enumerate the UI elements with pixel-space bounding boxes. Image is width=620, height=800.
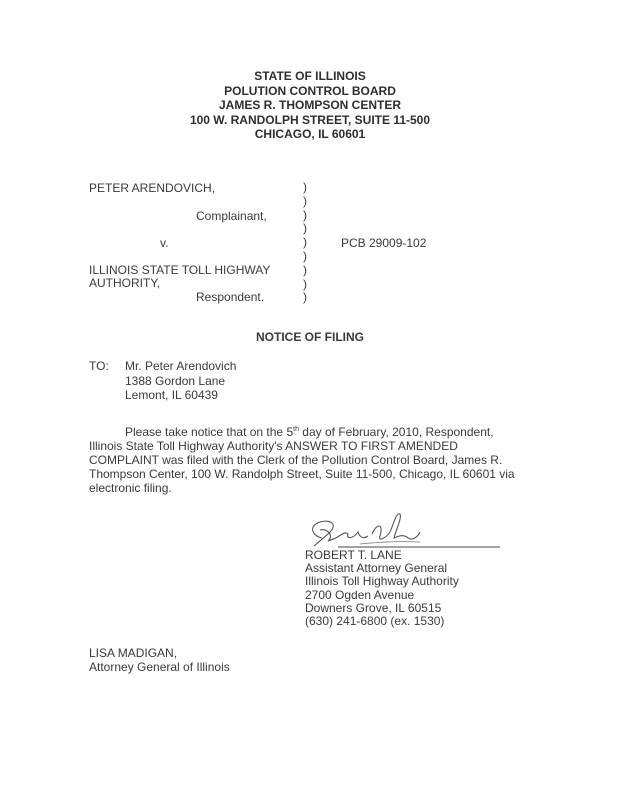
caption-parentheses [303, 181, 307, 305]
paren: ) [303, 193, 307, 208]
paren: ) [303, 235, 307, 250]
header-line: POLUTION CONTROL BOARD [224, 83, 396, 98]
header-line: STATE OF ILLINOIS [254, 69, 366, 83]
handwritten-signature [300, 508, 505, 553]
paren: ) [303, 248, 307, 263]
notice-body [89, 425, 524, 495]
signer-line: (630) 241-6800 (ex. 1530) [305, 614, 445, 629]
paren: ) [303, 276, 307, 291]
versus-label: v. [160, 236, 169, 250]
paren: ) [303, 262, 307, 277]
to-label: TO: [89, 359, 109, 373]
respondent-role: Respondent. [196, 290, 265, 304]
signature-block [305, 549, 459, 628]
body-part1: Please take notice that on the 5 [125, 425, 294, 439]
complainant-role: Complainant, [196, 209, 267, 223]
header-line: CHICAGO, IL 60601 [254, 127, 366, 141]
case-number: PCB 29009-102 [341, 236, 427, 250]
recipient-address [125, 359, 236, 403]
paren: ) [303, 207, 307, 222]
closing-line1: LISA MADIGAN, [89, 646, 178, 660]
document-header [0, 69, 620, 142]
address-line: 1388 Gordon Lane [125, 373, 226, 388]
closing-block [89, 646, 230, 674]
paren: ) [303, 180, 307, 194]
header-line: JAMES R. THOMPSON CENTER [218, 98, 401, 112]
respondent-name-line2: AUTHORITY, [89, 276, 161, 290]
signer-line: Illinois Toll Highway Authority [305, 574, 459, 589]
header-line: 100 W. RANDOLPH STREET, SUITE 11-500 [189, 112, 431, 127]
signer-line: Assistant Attorney General [305, 561, 448, 576]
body-superscript: th [293, 426, 299, 433]
body-part2: day of February, 2010, Respondent, Illinois State Toll Highway Authority's ANSWER TO FIRST AMENDED COMPLAINT was filed with the Clerk of the Pollution Control Board, James R. Thompson Center, 100 W. Randolph Street, Suite 11-500, Chicago, IL 60601 via electronic filing. [89, 425, 515, 495]
notice-title: NOTICE OF FILING [256, 330, 364, 344]
signer-line: 2700 Ogden Avenue [305, 587, 415, 602]
address-line: Mr. Peter Arendovich [125, 359, 237, 373]
signer-name: ROBERT T. LANE [305, 548, 402, 562]
paren: ) [303, 290, 307, 305]
signer-line: Downers Grove, IL 60515 [305, 600, 442, 615]
respondent-name-line1: ILLINOIS STATE TOLL HIGHWAY [89, 263, 271, 277]
paren: ) [303, 221, 307, 236]
complainant-name: PETER ARENDOVICH, [89, 181, 216, 195]
closing-line2: Attorney General of Illinois [89, 660, 230, 674]
address-line: Lemont, IL 60439 [125, 388, 218, 402]
